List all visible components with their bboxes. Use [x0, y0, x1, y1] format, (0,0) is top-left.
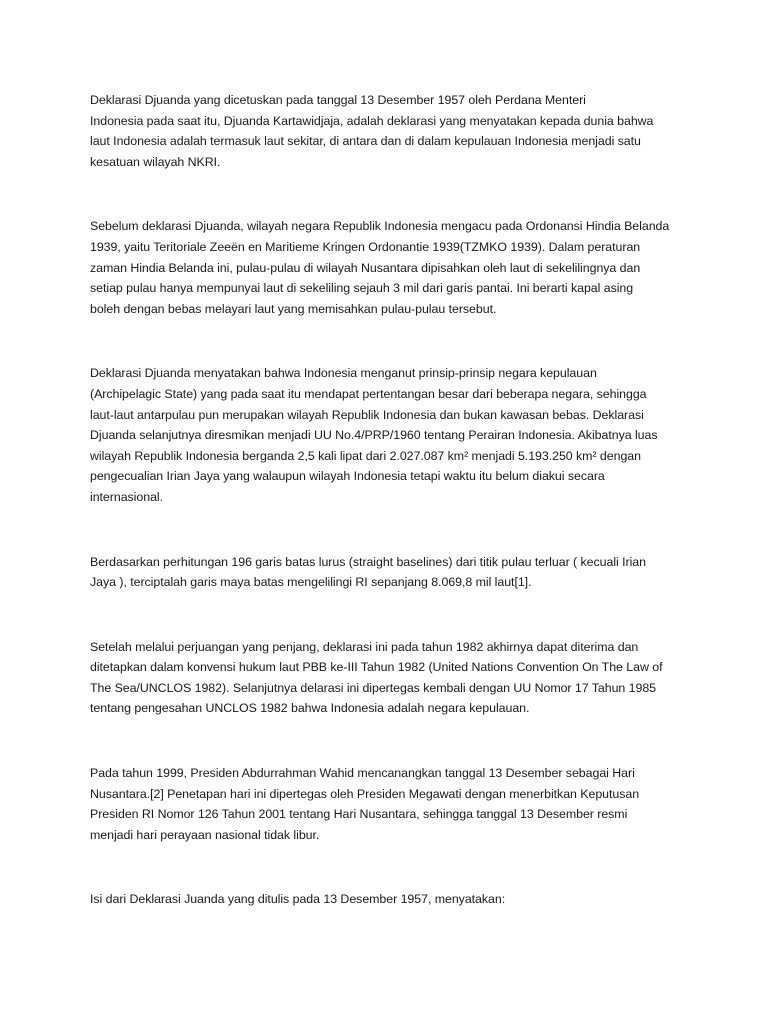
paragraph-hari-nusantara: Pada tahun 1999, Presiden Abdurrahman Wahid mencanangkan tanggal 13 Desember sebagai Hari Nusantara.[2] Penetapan hari ini dipertegas oleh Presiden Megawati dengan menerbitkan Keputusan Presiden RI Nomor 126 Tahun 2001 tentang Hari Nusantara, sehingga tanggal 13 Desember resmi menjadi hari perayaan nasional tidak libur. — [90, 766, 640, 842]
paragraph-djuanda-declaration-intro: Deklarasi Djuanda yang dicetuskan pada tanggal 13 Desember 1957 oleh Perdana Menteri Indonesia pada saat itu, Djuanda Kartawidjaja, adalah deklarasi yang menyatakan kepada dunia bahwa laut Indonesia adalah termasuk laut sekitar, di antara dan di dalam kepulauan Indonesia menjadi satu kesatuan wilayah NKRI. — [90, 93, 654, 169]
paragraph-before-declaration: Sebelum deklarasi Djuanda, wilayah negara Republik Indonesia mengacu pada Ordonansi Hindia Belanda 1939, yaitu Teritoriale Zeeën en Maritieme Kringen Ordonantie 1939(TZMKO 1939). Dalam peraturan zaman Hindia Belanda ini, pulau-pulau di wilayah Nusantara dipisahkan oleh laut di sekelilingnya dan setiap pulau hanya mempunyai laut di sekeliling sejauh 3 mil dari garis pantai. Ini berarti kapal asing boleh dengan bebas melayari laut yang memisahkan pulau-pulau tersebut. — [90, 219, 670, 316]
paragraph-straight-baselines: Berdasarkan perhitungan 196 garis batas lurus (straight baselines) dari titik pulau terluar ( kecuali Irian Jaya ), terciptalah garis maya batas mengelilingi RI sepanjang 8.069,8 mil laut[1]. — [90, 554, 646, 590]
paragraph-declaration-content-intro: Isi dari Deklarasi Juanda yang ditulis pada 13 Desember 1957, menyatakan: — [90, 892, 506, 907]
document-body — [90, 90, 680, 910]
paragraph-archipelagic-state: Deklarasi Djuanda menyatakan bahwa Indonesia menganut prinsip-prinsip negara kepulauan (Archipelagic State) yang pada saat itu mendapat pertentangan besar dari beberapa negara, sehingga laut-laut antarpulau pun merupakan wilayah Republik Indonesia dan bukan kawasan bebas. Deklarasi Djuanda selanjutnya diresmikan menjadi UU No.4/PRP/1960 tentang Perairan Indonesia. Akibatnya luas wilayah Republik Indonesia berganda 2,5 kali lipat dari 2.027.087 km² menjadi 5.193.250 km² dengan pengecualian Irian Jaya yang walaupun wilayah Indonesia tetapi waktu itu belum diakui secara internasional. — [90, 366, 658, 504]
paragraph-unclos-1982: Setelah melalui perjuangan yang penjang, deklarasi ini pada tahun 1982 akhirnya dapat diterima dan ditetapkan dalam konvensi hukum laut PBB ke-III Tahun 1982 (United Nations Convention On The Law of The Sea/UNCLOS 1982). Selanjutnya delarasi ini dipertegas kembali dengan UU Nomor 17 Tahun 1985 tentang pengesahan UNCLOS 1982 bahwa Indonesia adalah negara kepulauan. — [90, 639, 663, 716]
